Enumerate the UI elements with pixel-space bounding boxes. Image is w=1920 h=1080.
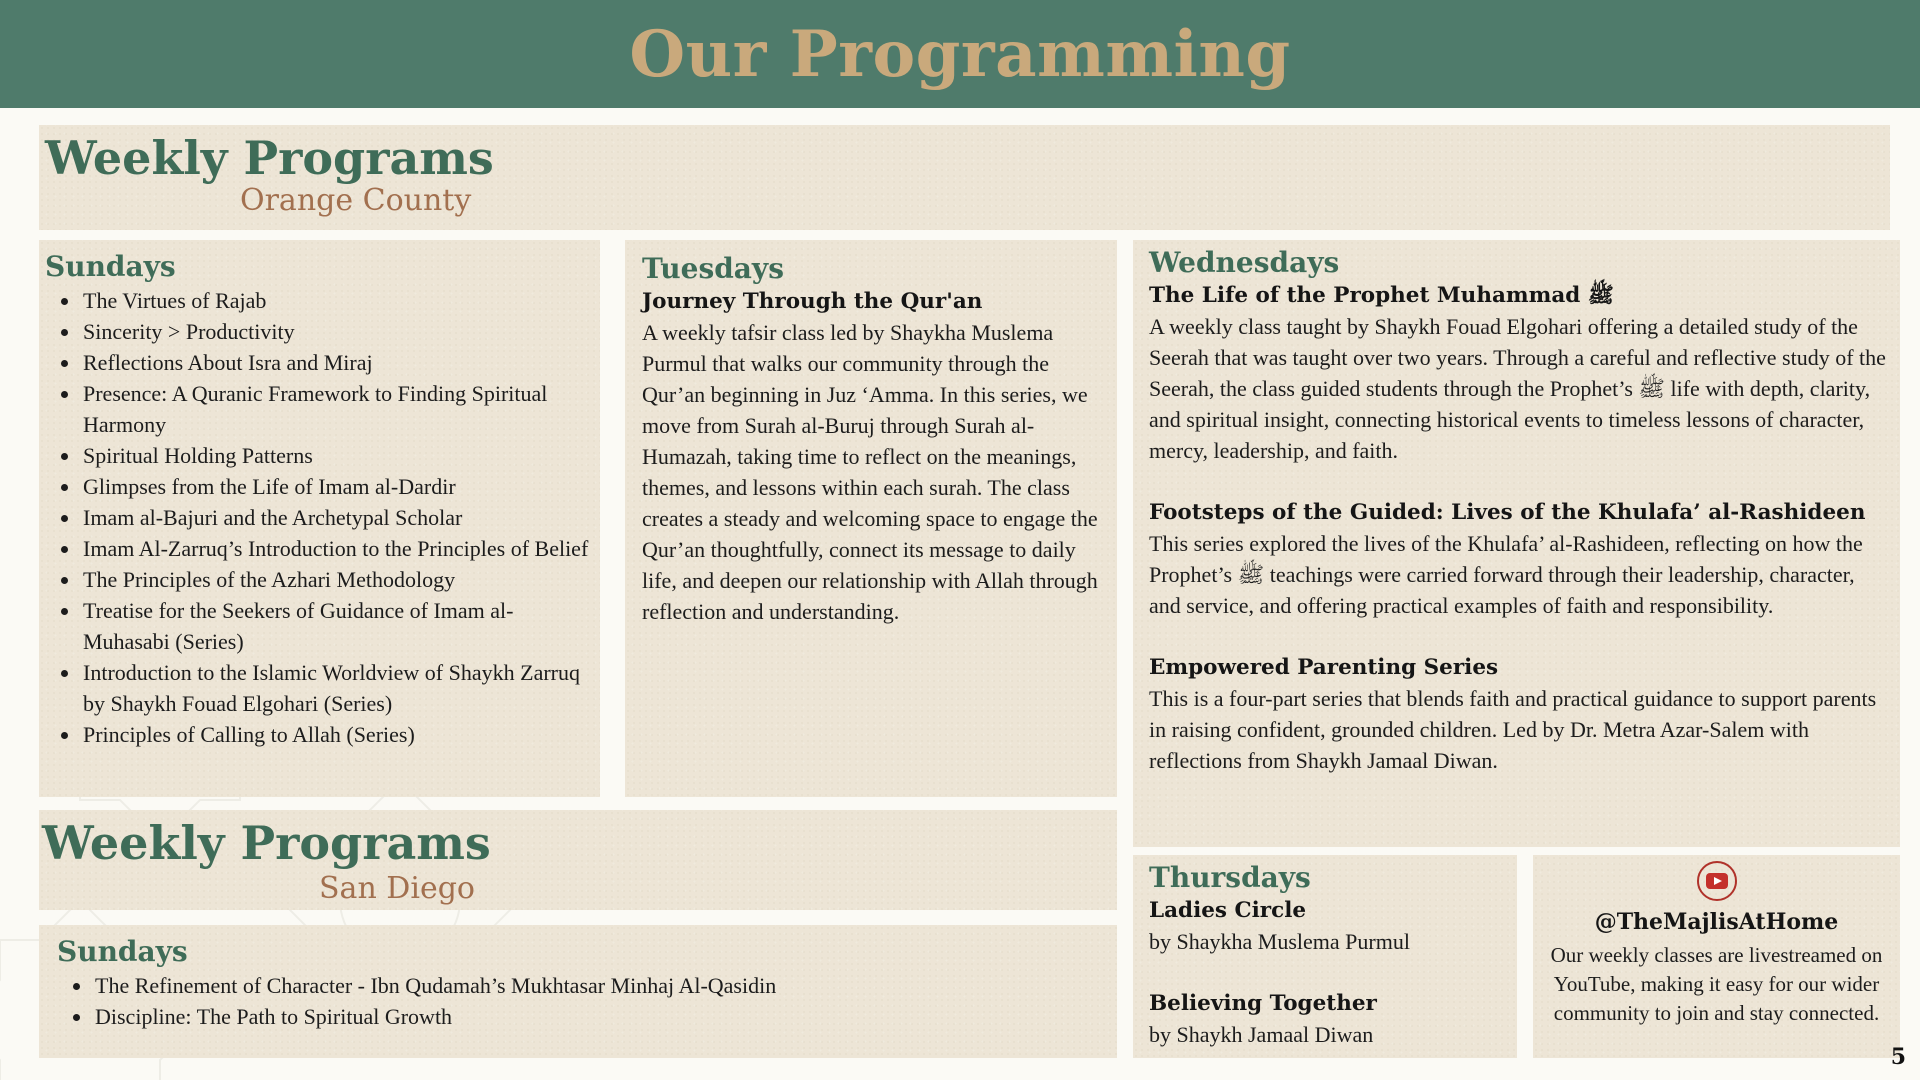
class-title: Empowered Parenting Series — [1149, 654, 1499, 680]
page-header — [0, 0, 1920, 108]
class-title: Journey Through the Qur'an — [642, 288, 983, 314]
sd-sundays-heading: Sundays — [57, 935, 188, 968]
sd-sundays-panel — [39, 925, 1117, 1058]
oc-wednesdays-panel — [1133, 240, 1900, 847]
oc-tuesdays-panel — [625, 240, 1117, 797]
youtube-icon[interactable] — [1697, 861, 1737, 901]
list-item: Imam al-Bajuri and the Archetypal Scholar — [45, 502, 594, 533]
oc-thursdays-heading: Thursdays — [1149, 861, 1311, 894]
oc-tuesdays-heading: Tuesdays — [642, 252, 784, 285]
class-title: Footsteps of the Guided: Lives of the Khulafa’ al-Rashideen — [1149, 499, 1866, 525]
oc-program-subtitle: Orange County — [240, 183, 472, 218]
class-description: A weekly tafsir class led by Shaykha Muslema Purmul that walks our community through the Qur’an beginning in Juz ‘Amma. In this series, we move from Surah al-Buruj through Surah al-Humazah, taking time to reflect on the meanings, themes, and lessons within each surah. The class creates a steady and welcoming space to engage the Qur’an thoughtfully, connect its message to daily life, and deepen our relationship with Allah through reflection and understanding. — [642, 319, 1098, 624]
sd-program-subtitle: San Diego — [319, 871, 475, 906]
list-item: Discipline: The Path to Spiritual Growth — [57, 1001, 1099, 1032]
page-number: 5 — [1890, 1044, 1906, 1070]
class-instructor: by Shaykh Jamaal Diwan — [1149, 1021, 1374, 1047]
list-item: Glimpses from the Life of Imam al-Dardir — [45, 471, 594, 502]
oc-program-title: Weekly Programs — [45, 131, 494, 185]
class-description: A weekly class taught by Shaykh Fouad Elgohari offering a detailed study of the Seerah that was taught over two years. Through a careful and reflective study of the Seerah, the class guided students through the Prophet’s ﷺ life with depth, clarity, and spiritual insight, connecting historical events to timeless lessons of character, mercy, leadership, and faith. — [1149, 313, 1886, 463]
list-item: Principles of Calling to Allah (Series) — [45, 719, 594, 750]
list-item: Presence: A Quranic Framework to Finding Spiritual Harmony — [45, 378, 594, 440]
sd-title-panel — [39, 810, 1117, 910]
oc-sundays-list — [45, 285, 594, 750]
sd-program-title: Weekly Programs — [42, 816, 491, 870]
list-item: Spiritual Holding Patterns — [45, 440, 594, 471]
class-instructor: by Shaykha Muslema Purmul — [1149, 928, 1410, 954]
sd-sundays-list — [57, 970, 1099, 1032]
class-description: This is a four-part series that blends faith and practical guidance to support parents in raising confident, grounded children. Led by Dr. Metra Azar-Salem with reflections from Shaykh Jamaal Diwan. — [1149, 685, 1877, 773]
page-title: Our Programming — [629, 16, 1291, 92]
youtube-handle[interactable]: @TheMajlisAtHome — [1594, 909, 1839, 935]
youtube-panel — [1533, 855, 1900, 1058]
list-item: Introduction to the Islamic Worldview of Shaykh Zarruq by Shaykh Fouad Elgohari (Series) — [45, 657, 594, 719]
oc-thursdays-panel — [1133, 855, 1517, 1058]
list-item: Treatise for the Seekers of Guidance of Imam al-Muhasabi (Series) — [45, 595, 594, 657]
list-item: Reflections About Isra and Miraj — [45, 347, 594, 378]
oc-title-panel — [39, 125, 1890, 230]
list-item: The Virtues of Rajab — [45, 285, 594, 316]
list-item: The Principles of the Azhari Methodology — [45, 564, 594, 595]
class-title: The Life of the Prophet Muhammad ﷺ — [1149, 282, 1614, 308]
oc-wednesdays-heading: Wednesdays — [1149, 246, 1340, 279]
oc-sundays-panel — [39, 240, 600, 797]
class-description: This series explored the lives of the Khulafa’ al-Rashideen, reflecting on how the Prophet’s ﷺ teachings were carried forward through their leadership, character, and service, and offering practical examples of faith and responsibility. — [1149, 530, 1863, 618]
list-item: Sincerity > Productivity — [45, 316, 594, 347]
class-title: Ladies Circle — [1149, 897, 1307, 923]
youtube-description: Our weekly classes are livestreamed on YouTube, making it easy for our wider community to join and stay connected. — [1550, 943, 1883, 1025]
oc-sundays-heading: Sundays — [45, 250, 176, 283]
class-title: Believing Together — [1149, 990, 1377, 1016]
list-item: Imam Al-Zarruq’s Introduction to the Principles of Belief — [45, 533, 594, 564]
list-item: The Refinement of Character - Ibn Qudamah’s Mukhtasar Minhaj Al-Qasidin — [57, 970, 1099, 1001]
